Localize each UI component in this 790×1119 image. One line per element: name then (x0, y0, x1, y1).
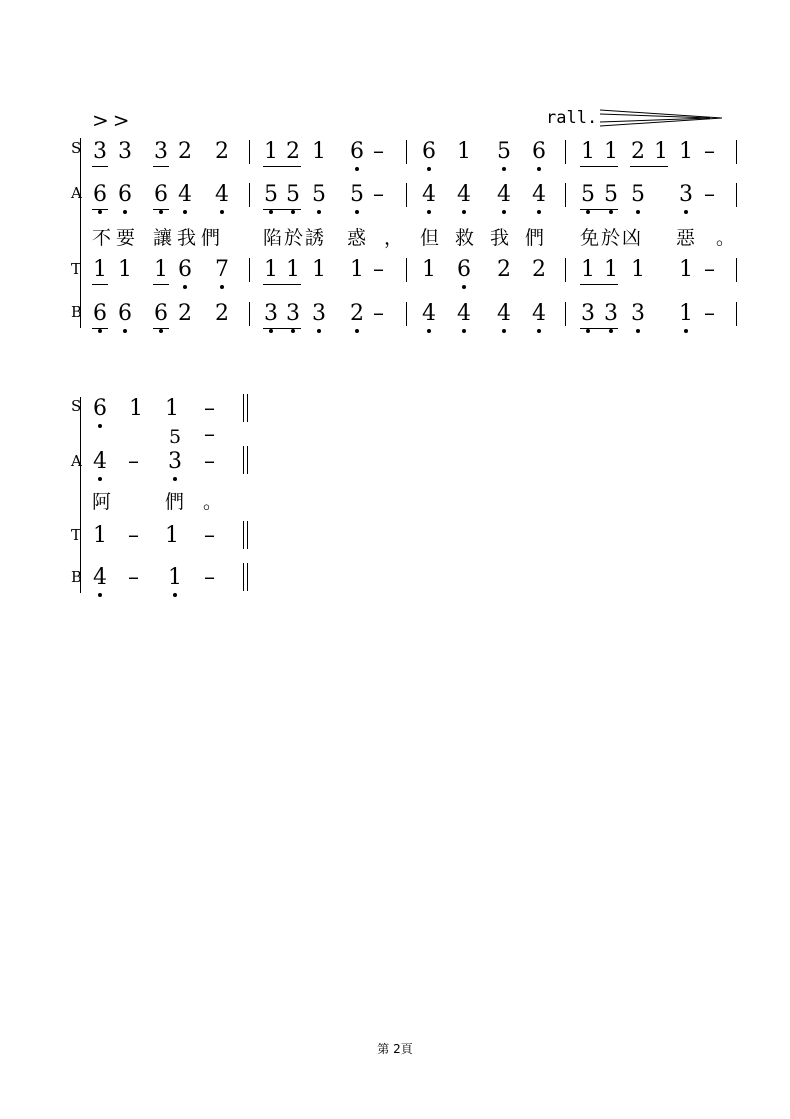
decrescendo-hairpin (600, 108, 725, 128)
accent-marks: >> (92, 108, 134, 132)
lyric: 免於凶 (580, 227, 644, 249)
rall-mark: rall. (546, 108, 598, 128)
voice-label-s: S (71, 139, 82, 157)
voice-label-b: B (71, 568, 83, 586)
lyric: ， (384, 227, 404, 249)
lyric: 陷於誘 (263, 227, 327, 249)
voice-label-a: A (71, 452, 82, 470)
lyric: 但救我們 (420, 227, 561, 249)
lyric: 讓我們 (153, 227, 226, 249)
lyric: 。 (203, 491, 223, 513)
lyric: 惡 (676, 227, 696, 249)
voice-label-t: T (71, 526, 82, 544)
voice-label-b: B (71, 303, 83, 321)
lyric: 惑 (347, 227, 367, 249)
system-left-bar (80, 138, 81, 328)
voice-label-t: T (71, 260, 82, 278)
voice-label-s: S (71, 397, 82, 415)
lyric: 阿 (92, 491, 112, 513)
lyric: 。 (716, 227, 736, 249)
lyric: 不要 (92, 227, 141, 249)
system-left-bar (80, 397, 81, 593)
page-number: 第 2頁 (377, 1042, 413, 1056)
voice-label-a: A (71, 184, 82, 202)
lyric: 們 (165, 491, 185, 513)
